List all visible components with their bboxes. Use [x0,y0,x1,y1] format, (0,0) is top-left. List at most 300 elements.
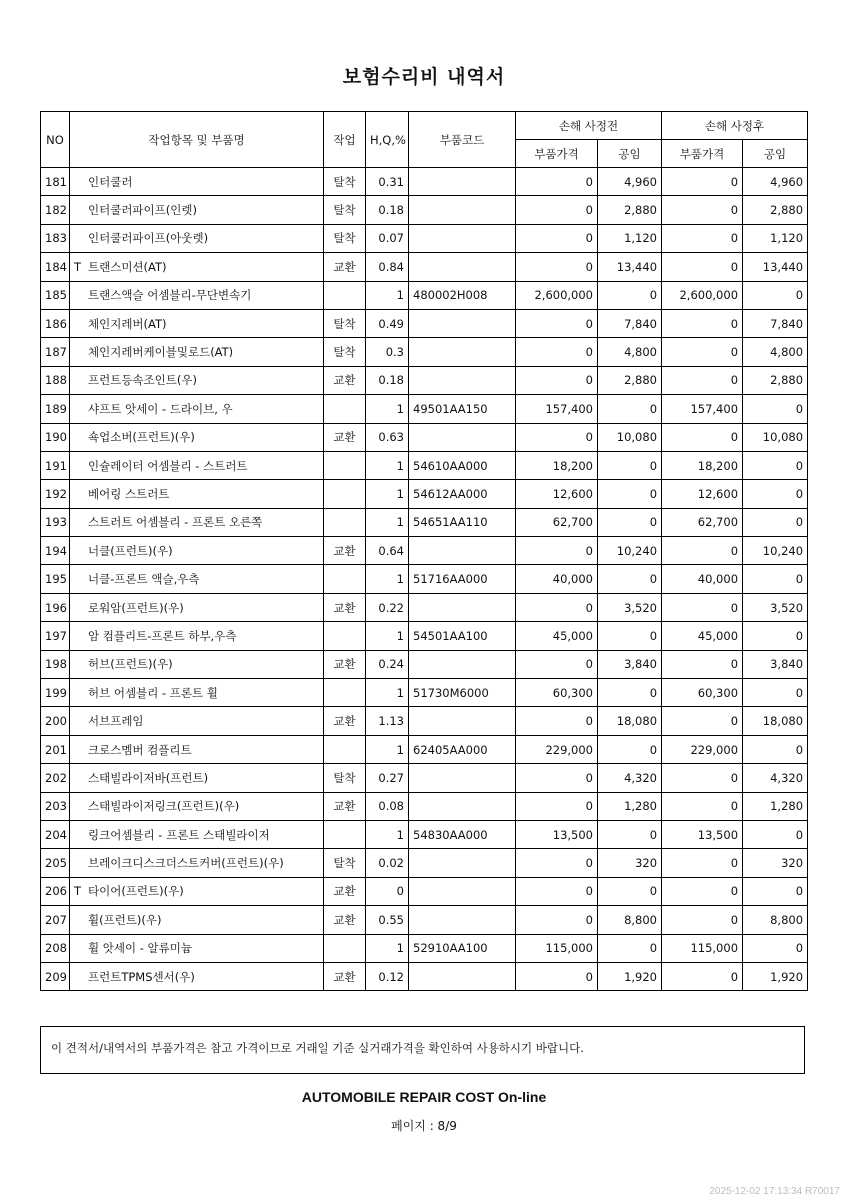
table-row [41,309,808,337]
print-timestamp: 2025-12-02 17:13:34 R70017 [709,1186,840,1197]
item-name-cell [70,849,324,877]
after-part-price: 0 [662,366,743,394]
row-number: 205 [41,849,70,877]
table-row [41,849,808,877]
after-part-price: 0 [662,707,743,735]
table-body [41,168,808,991]
work-type: 교환 [324,366,366,394]
header-work: 작업 [324,112,366,168]
row-number: 201 [41,735,70,763]
part-code [409,792,516,820]
item-name: 휠 앗세이 - 알류미늄 [88,941,192,956]
before-part-price: 0 [516,650,598,678]
item-name: 샤프트 앗세이 - 드라이브, 우 [88,401,233,416]
item-name: 휠(프런트)(우) [88,912,162,927]
hq-value: 0.22 [366,593,409,621]
work-type [324,451,366,479]
table-row [41,735,808,763]
before-labor: 0 [598,395,662,423]
after-labor: 8,800 [743,906,808,934]
item-name-cell [70,792,324,820]
table-row [41,792,808,820]
hq-value: 1 [366,934,409,962]
item-name-cell [70,338,324,366]
before-labor: 1,120 [598,224,662,252]
table-row [41,565,808,593]
before-part-price: 0 [516,224,598,252]
table-row [41,395,808,423]
table-row [41,423,808,451]
after-labor: 3,840 [743,650,808,678]
work-type [324,679,366,707]
hq-value: 0.07 [366,224,409,252]
item-name: 트랜스미션(AT) [88,259,167,274]
hq-value: 0.08 [366,792,409,820]
hq-value: 0.55 [366,906,409,934]
row-number: 187 [41,338,70,366]
work-type: 교환 [324,423,366,451]
table-row [41,820,808,848]
header-row-1 [41,112,808,140]
hq-value: 1.13 [366,707,409,735]
hq-value: 1 [366,480,409,508]
part-code: 54610AA000 [409,451,516,479]
row-number: 206 [41,877,70,905]
before-part-price: 0 [516,196,598,224]
after-labor: 0 [743,877,808,905]
after-part-price: 0 [662,764,743,792]
before-part-price: 0 [516,764,598,792]
before-labor: 0 [598,934,662,962]
work-type [324,395,366,423]
item-name: 링크어셈블리 - 프론트 스태빌라이저 [88,827,270,842]
after-labor: 0 [743,480,808,508]
price-notice: 이 견적서/내역서의 부품가격은 참고 가격이므로 거래일 기준 실거래가격을 확인하여 사용하시기 바랍니다. [40,1026,805,1074]
part-code [409,906,516,934]
work-type: 교환 [324,877,366,905]
after-part-price: 62,700 [662,508,743,536]
hq-value: 1 [366,451,409,479]
before-part-price: 0 [516,707,598,735]
hq-value: 0.18 [366,196,409,224]
row-number: 196 [41,593,70,621]
header-item: 작업항목 및 부품명 [70,112,324,168]
before-labor: 4,800 [598,338,662,366]
header-before-part-price: 부품가격 [516,140,598,168]
after-part-price: 0 [662,338,743,366]
table-row [41,593,808,621]
item-name: 암 컴플리트-프론트 하부,우측 [88,628,237,643]
table-row [41,707,808,735]
header-after-part-price: 부품가격 [662,140,743,168]
item-name-cell [70,593,324,621]
table-row [41,281,808,309]
after-labor: 0 [743,679,808,707]
before-part-price: 40,000 [516,565,598,593]
part-code: 52910AA100 [409,934,516,962]
after-labor: 4,960 [743,168,808,196]
item-name: 서브프레임 [88,714,144,729]
before-part-price: 0 [516,877,598,905]
hq-value: 0.27 [366,764,409,792]
table-row [41,877,808,905]
before-part-price: 0 [516,792,598,820]
work-type: 탈착 [324,196,366,224]
before-part-price: 18,200 [516,451,598,479]
item-name: 스태빌라이저바(프런트) [88,770,209,785]
part-code [409,877,516,905]
part-code: 49501AA150 [409,395,516,423]
item-name-cell [70,281,324,309]
after-labor: 1,280 [743,792,808,820]
part-code [409,537,516,565]
after-labor: 0 [743,395,808,423]
row-number: 199 [41,679,70,707]
after-part-price: 0 [662,168,743,196]
header-no: NO [41,112,70,168]
part-code [409,962,516,990]
before-labor: 2,880 [598,196,662,224]
before-part-price: 62,700 [516,508,598,536]
before-labor: 0 [598,451,662,479]
row-number: 182 [41,196,70,224]
row-number: 194 [41,537,70,565]
item-name: 인터쿨러파이프(아웃렛) [88,231,209,246]
item-name: 인터쿨러파이프(인렛) [88,203,197,218]
item-name-cell [70,253,324,281]
work-type: 교환 [324,962,366,990]
item-name: 허브(프런트)(우) [88,657,173,672]
work-type: 교환 [324,707,366,735]
row-number: 190 [41,423,70,451]
before-labor: 0 [598,281,662,309]
item-name-cell [70,679,324,707]
work-type: 교환 [324,253,366,281]
before-part-price: 13,500 [516,820,598,848]
part-code: 480002H008 [409,281,516,309]
part-code [409,366,516,394]
part-code [409,764,516,792]
part-code [409,168,516,196]
part-code [409,196,516,224]
work-type: 탈착 [324,224,366,252]
table-row [41,196,808,224]
before-labor: 18,080 [598,707,662,735]
item-name-cell [70,451,324,479]
after-part-price: 12,600 [662,480,743,508]
document-title: 보험수리비 내역서 [342,66,506,88]
before-labor: 3,520 [598,593,662,621]
after-part-price: 45,000 [662,622,743,650]
after-labor: 2,880 [743,366,808,394]
row-number: 193 [41,508,70,536]
before-part-price: 0 [516,962,598,990]
before-part-price: 0 [516,168,598,196]
hq-value: 1 [366,395,409,423]
hq-value: 0.84 [366,253,409,281]
item-name: 쇽업소버(프런트)(우) [88,430,195,445]
item-name: 인터쿨러 [88,174,133,189]
before-part-price: 115,000 [516,934,598,962]
hq-value: 0.31 [366,168,409,196]
table-row [41,338,808,366]
header-before-labor: 공임 [598,140,662,168]
after-labor: 0 [743,934,808,962]
row-number: 203 [41,792,70,820]
table-row [41,906,808,934]
work-type: 교환 [324,792,366,820]
hq-value: 0 [366,877,409,905]
hq-value: 0.3 [366,338,409,366]
after-labor: 13,440 [743,253,808,281]
item-name: 인슐레이터 어셈블리 - 스트러트 [88,458,248,473]
table-row [41,934,808,962]
after-part-price: 0 [662,224,743,252]
row-number: 189 [41,395,70,423]
header-after: 손해 사정후 [662,112,808,140]
item-name-cell [70,820,324,848]
work-type: 교환 [324,906,366,934]
hq-value: 0.12 [366,962,409,990]
item-name-cell [70,764,324,792]
item-name-cell [70,196,324,224]
before-part-price: 0 [516,423,598,451]
after-part-price: 0 [662,792,743,820]
item-name: 체인지레버케이블및로드(AT) [88,345,234,360]
item-name-cell [70,962,324,990]
before-part-price: 229,000 [516,735,598,763]
item-name: 프런트TPMS센서(우) [88,969,195,984]
item-name-cell [70,224,324,252]
before-part-price: 0 [516,338,598,366]
row-number: 188 [41,366,70,394]
after-labor: 0 [743,622,808,650]
row-number: 191 [41,451,70,479]
row-number: 183 [41,224,70,252]
after-labor: 1,920 [743,962,808,990]
before-labor: 0 [598,508,662,536]
before-labor: 13,440 [598,253,662,281]
before-part-price: 0 [516,366,598,394]
row-number: 200 [41,707,70,735]
row-number: 181 [41,168,70,196]
hq-value: 0.49 [366,309,409,337]
item-name-cell [70,423,324,451]
before-labor: 320 [598,849,662,877]
part-code [409,224,516,252]
after-part-price: 13,500 [662,820,743,848]
work-type [324,934,366,962]
item-name: 트랜스액슬 어셈블리-무단변속기 [88,288,252,303]
row-flag: T [74,259,82,274]
after-part-price: 0 [662,849,743,877]
part-code [409,309,516,337]
hq-value: 1 [366,622,409,650]
item-name-cell [70,508,324,536]
table-row [41,962,808,990]
item-name-cell [70,366,324,394]
before-labor: 0 [598,480,662,508]
table-row [41,224,808,252]
after-part-price: 0 [662,650,743,678]
item-name-cell [70,650,324,678]
hq-value: 0.02 [366,849,409,877]
item-name-cell [70,480,324,508]
hq-value: 1 [366,508,409,536]
after-labor: 0 [743,508,808,536]
hq-value: 1 [366,565,409,593]
before-part-price: 0 [516,906,598,934]
before-part-price: 157,400 [516,395,598,423]
row-number: 185 [41,281,70,309]
row-number: 186 [41,309,70,337]
work-type: 탈착 [324,338,366,366]
part-code: 54830AA000 [409,820,516,848]
after-labor: 4,320 [743,764,808,792]
before-labor: 0 [598,735,662,763]
after-part-price: 0 [662,906,743,934]
after-part-price: 229,000 [662,735,743,763]
after-part-price: 40,000 [662,565,743,593]
part-code: 51730M6000 [409,679,516,707]
after-labor: 1,120 [743,224,808,252]
header-code: 부품코드 [409,112,516,168]
row-number: 207 [41,906,70,934]
before-labor: 10,240 [598,537,662,565]
item-name-cell [70,622,324,650]
after-labor: 18,080 [743,707,808,735]
work-type [324,281,366,309]
row-number: 192 [41,480,70,508]
part-code: 62405AA000 [409,735,516,763]
before-part-price: 45,000 [516,622,598,650]
hq-value: 0.63 [366,423,409,451]
part-code [409,423,516,451]
work-type: 교환 [324,593,366,621]
row-number: 208 [41,934,70,962]
hq-value: 0.24 [366,650,409,678]
item-name-cell [70,735,324,763]
before-labor: 3,840 [598,650,662,678]
before-part-price: 0 [516,309,598,337]
after-labor: 7,840 [743,309,808,337]
after-part-price: 0 [662,253,743,281]
item-name: 로워암(프런트)(우) [88,600,184,615]
table-row [41,537,808,565]
item-name-cell [70,537,324,565]
after-part-price: 0 [662,877,743,905]
work-type [324,622,366,650]
table-row [41,451,808,479]
item-name: 브레이크디스크더스트커버(프런트)(우) [88,856,284,871]
row-flag: T [74,884,82,899]
part-code [409,650,516,678]
before-labor: 0 [598,820,662,848]
before-part-price: 0 [516,537,598,565]
table-row [41,366,808,394]
after-part-price: 0 [662,196,743,224]
hq-value: 1 [366,281,409,309]
item-name-cell [70,395,324,423]
item-name-cell [70,309,324,337]
work-type [324,508,366,536]
before-labor: 8,800 [598,906,662,934]
before-labor: 4,960 [598,168,662,196]
table-row [41,650,808,678]
work-type [324,735,366,763]
row-number: 197 [41,622,70,650]
item-name: 스태빌라이저링크(프런트)(우) [88,799,240,814]
after-labor: 0 [743,281,808,309]
after-part-price: 0 [662,962,743,990]
table-row [41,679,808,707]
header-after-labor: 공임 [743,140,808,168]
after-part-price: 0 [662,537,743,565]
hq-value: 1 [366,735,409,763]
item-name-cell [70,906,324,934]
after-labor: 10,240 [743,537,808,565]
repair-cost-table [40,111,808,991]
item-name-cell [70,565,324,593]
after-part-price: 18,200 [662,451,743,479]
item-name: 허브 어셈블리 - 프론트 휠 [88,685,218,700]
table-row [41,508,808,536]
table-row [41,480,808,508]
table-row [41,622,808,650]
item-name: 베어링 스트러트 [88,486,170,501]
part-code: 54651AA110 [409,508,516,536]
after-part-price: 0 [662,309,743,337]
item-name: 타이어(프런트)(우) [88,884,184,899]
before-labor: 7,840 [598,309,662,337]
before-part-price: 12,600 [516,480,598,508]
before-part-price: 0 [516,253,598,281]
item-name-cell [70,934,324,962]
work-type [324,565,366,593]
table-row [41,764,808,792]
part-code: 51716AA000 [409,565,516,593]
part-code [409,253,516,281]
part-code [409,707,516,735]
before-labor: 2,880 [598,366,662,394]
before-labor: 0 [598,877,662,905]
item-name: 체인지레버(AT) [88,316,167,331]
after-part-price: 115,000 [662,934,743,962]
work-type [324,820,366,848]
after-labor: 2,880 [743,196,808,224]
before-labor: 1,920 [598,962,662,990]
before-labor: 0 [598,565,662,593]
work-type: 탈착 [324,309,366,337]
part-code [409,338,516,366]
after-labor: 0 [743,451,808,479]
row-number: 198 [41,650,70,678]
hq-value: 0.18 [366,366,409,394]
work-type: 탈착 [324,168,366,196]
after-labor: 3,520 [743,593,808,621]
item-name: 크로스멤버 컴플리트 [88,742,192,757]
row-number: 184 [41,253,70,281]
after-part-price: 0 [662,423,743,451]
row-number: 202 [41,764,70,792]
item-name-cell [70,168,324,196]
table-row [41,253,808,281]
after-part-price: 60,300 [662,679,743,707]
item-name: 너클-프론트 액슬,우측 [88,572,200,587]
table-row [41,168,808,196]
part-code [409,849,516,877]
item-name-cell [70,877,324,905]
